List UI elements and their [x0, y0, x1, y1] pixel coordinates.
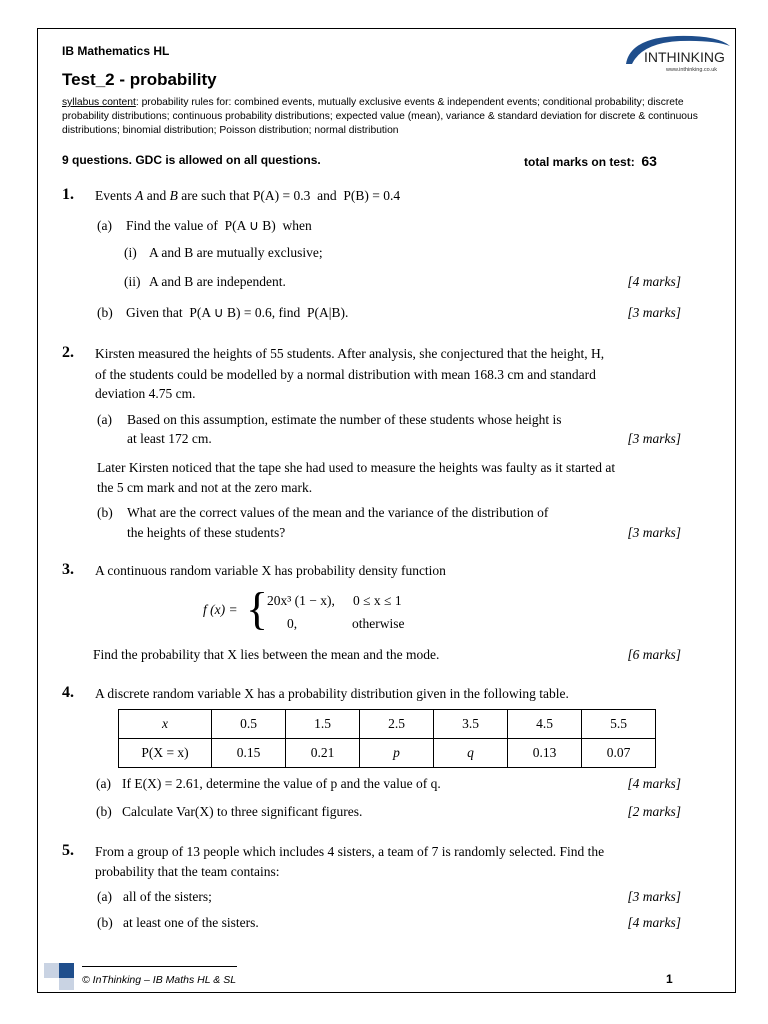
q1a-expr: P(A ∪ B)	[224, 218, 276, 233]
q1a-when: when	[282, 218, 312, 233]
q1b-expr: P(A ∪ B) = 0.6	[189, 305, 272, 320]
syllabus-text: : probability rules for: combined events, mutually exclusive events & independent events; conditional probability; discrete probability distributions; continuous probability distributions; expected value (mean), variance & standard deviation for discrete & continuous distributions; binomial distribution; Poisson distribution; normal distribution	[62, 97, 698, 136]
q2-line3: deviation 4.75 cm.	[95, 386, 196, 401]
questions-info: 9 questions. GDC is allowed on all questions.	[62, 153, 321, 167]
table-cell: q	[434, 739, 508, 768]
q1ii-label: (ii)	[124, 274, 141, 289]
page-title: Test_2 - probability	[62, 70, 217, 89]
q1-var-b: B	[169, 188, 178, 203]
table-cell: p	[360, 739, 434, 768]
q1b-expr2: P(A|B)	[307, 305, 345, 320]
q2b-line2: the heights of these students?	[127, 525, 286, 540]
q5a-text: all of the sisters;	[123, 889, 212, 904]
q1i-label: (i)	[124, 245, 137, 260]
q2a-label: (a)	[97, 412, 112, 427]
table-row	[119, 739, 656, 768]
q5-number: 5.	[62, 842, 74, 859]
q1-stem	[95, 188, 400, 204]
q3-number: 3.	[62, 561, 74, 578]
total-marks	[524, 153, 657, 169]
q1b-given: Given that	[126, 305, 183, 320]
q2a-line2: at least 172 cm.	[127, 431, 212, 446]
table-cell: 2.5	[360, 710, 434, 739]
q4a-marks: [4 marks]	[627, 776, 681, 791]
q3-brace-icon: {	[246, 583, 269, 634]
footer-square-light	[44, 963, 59, 978]
q1i-text: A and B are mutually exclusive;	[149, 245, 323, 260]
q3-case2: 0,	[287, 616, 298, 631]
q1-stem-pre: Events	[95, 188, 136, 203]
q3-fx: f (x) =	[203, 602, 238, 617]
table-cell: 0.07	[582, 739, 656, 768]
q5-line1: From a group of 13 people which includes 4 sisters, a team of 7 is randomly selected. Find the	[95, 844, 605, 859]
q2b-line1: What are the correct values of the mean and the variance of the distribution of	[127, 505, 549, 520]
q1a-text	[126, 218, 312, 234]
q2a-marks: [3 marks]	[627, 431, 681, 446]
probability-table	[118, 709, 656, 768]
table-cell: 0.15	[212, 739, 286, 768]
inthinking-logo	[622, 30, 732, 74]
table-cell: 5.5	[582, 710, 656, 739]
page-number: 1	[666, 972, 673, 986]
q5a-label: (a)	[97, 889, 112, 904]
logo-url: www.inthinking.co.uk	[666, 67, 718, 73]
table-cell: 0.21	[286, 739, 360, 768]
table-cell: 0.5	[212, 710, 286, 739]
q5b-marks: [4 marks]	[627, 915, 681, 930]
footer-copyright: © InThinking – IB Maths HL & SL	[82, 974, 237, 986]
table-row	[119, 710, 656, 739]
q4b-marks: [2 marks]	[627, 804, 681, 819]
logo-text: INTHINKING	[644, 49, 725, 65]
q1-stem-post: are such that	[177, 188, 253, 203]
q2-line1: Kirsten measured the heights of 55 students. After analysis, she conjectured that the height, H,	[95, 346, 605, 361]
q1a-marks: [4 marks]	[627, 274, 681, 289]
q5b-label: (b)	[97, 915, 113, 930]
q1-number: 1.	[62, 186, 74, 203]
q3-case1-cond: 0 ≤ x ≤ 1	[353, 593, 402, 608]
q1b-dot: .	[344, 305, 349, 320]
q4b-text: Calculate Var(X) to three significant figures.	[122, 804, 363, 819]
table-cell: x	[119, 710, 212, 739]
footer-square-dark	[59, 963, 74, 978]
q2-line2: of the students could be modelled by a normal distribution with mean 168.3 cm and standard	[95, 367, 596, 382]
syllabus-label: syllabus content	[62, 97, 136, 108]
table-cell: 0.13	[508, 739, 582, 768]
syllabus-content	[62, 96, 712, 138]
table-cell: P(X = x)	[119, 739, 212, 768]
course-title: IB Mathematics HL	[62, 44, 170, 58]
logo-swoosh-icon	[622, 30, 732, 74]
q4b-label: (b)	[96, 804, 112, 819]
q3-case2-cond: otherwise	[352, 616, 405, 631]
q1a-find: Find the value of	[126, 218, 218, 233]
q1b-label: (b)	[97, 305, 113, 320]
q4-number: 4.	[62, 684, 74, 701]
q1-pb: P(B) = 0.4	[343, 188, 401, 203]
q2-mid2: the 5 cm mark and not at the zero mark.	[97, 480, 313, 495]
q1b-text	[126, 305, 348, 321]
total-marks-label: total marks on test:	[524, 155, 635, 169]
q1-stem-and: and	[143, 188, 170, 203]
q2b-label: (b)	[97, 505, 113, 520]
table-cell: 4.5	[508, 710, 582, 739]
q3-stem: A continuous random variable X has probability density function	[95, 563, 446, 578]
q5a-marks: [3 marks]	[627, 889, 681, 904]
q4-stem: A discrete random variable X has a probability distribution given in the following table.	[95, 686, 569, 701]
q1-pa: P(A) = 0.3	[252, 188, 311, 203]
q2b-marks: [3 marks]	[627, 525, 681, 540]
q4a-text: If E(X) = 2.61, determine the value of p and the value of q.	[122, 776, 441, 791]
total-marks-value: 63	[641, 153, 657, 169]
table-cell: 3.5	[434, 710, 508, 739]
q1-and: and	[317, 188, 337, 203]
q3-task: Find the probability that X lies between the mean and the mode.	[93, 647, 440, 662]
q4a-label: (a)	[96, 776, 111, 791]
q1a-label: (a)	[97, 218, 112, 233]
q1-var-a: A	[135, 188, 144, 203]
q3-case1: 20x³ (1 − x),	[267, 593, 335, 608]
q1b-find: , find	[271, 305, 301, 320]
q2-mid1: Later Kirsten noticed that the tape she had used to measure the heights was faulty as it started at	[97, 460, 616, 475]
q5-line2: probability that the team contains:	[95, 864, 280, 879]
q1b-marks: [3 marks]	[627, 305, 681, 320]
q1ii-text: A and B are independent.	[149, 274, 286, 289]
footer-square-light	[59, 978, 74, 990]
footer-divider	[82, 966, 237, 967]
q3-marks: [6 marks]	[627, 647, 681, 662]
q2-number: 2.	[62, 344, 74, 361]
q5b-text: at least one of the sisters.	[123, 915, 259, 930]
table-cell: 1.5	[286, 710, 360, 739]
q2a-line1: Based on this assumption, estimate the number of these students whose height is	[127, 412, 562, 427]
